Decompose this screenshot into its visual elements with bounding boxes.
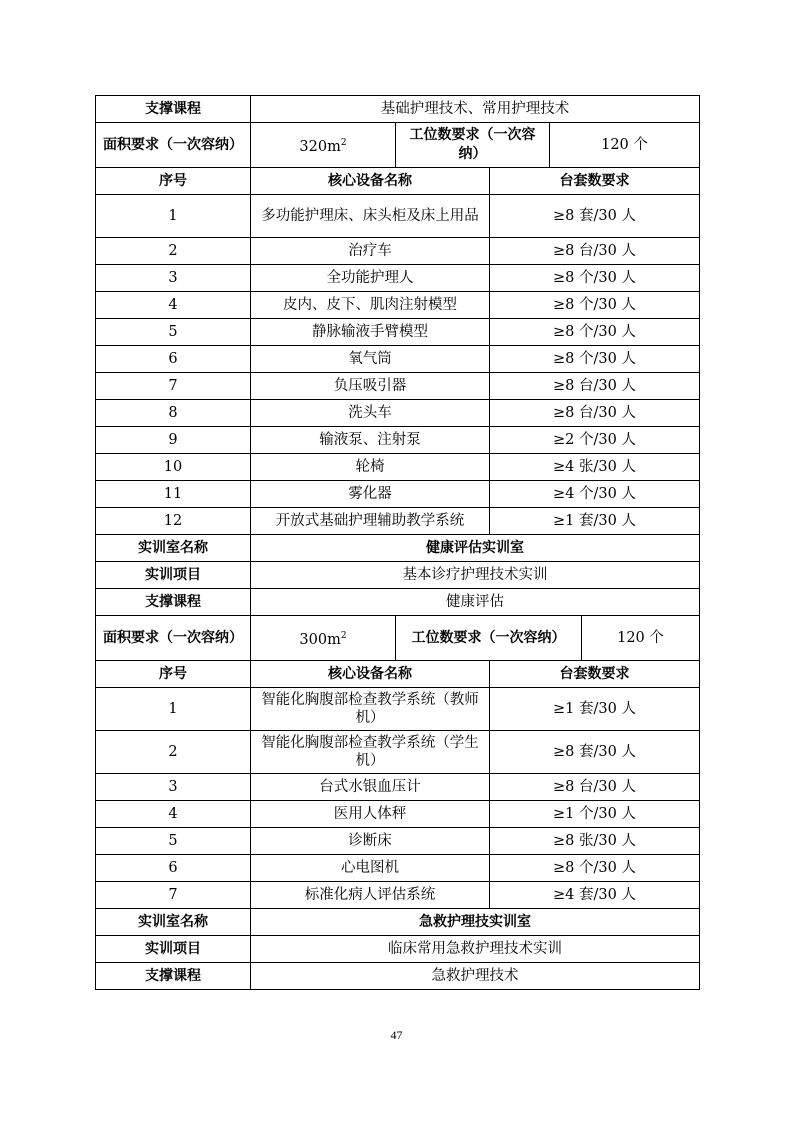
s1-area-label: 面积要求（一次容纳） (96, 123, 251, 168)
s3-project-value: 临床常用急救护理技术实训 (251, 936, 700, 963)
s2-course-value: 健康评估 (251, 589, 700, 616)
s1-header-no: 序号 (96, 168, 251, 195)
row-name: 皮内、皮下、肌肉注射模型 (251, 292, 490, 319)
table-row (96, 855, 700, 882)
row-no: 12 (96, 508, 251, 535)
row-name: 医用人体秤 (251, 801, 490, 828)
s2-stations-cell (396, 616, 700, 661)
table-row (96, 292, 700, 319)
page-number: 47 (390, 1028, 403, 1042)
table-row (96, 508, 700, 535)
s2-header-name: 核心设备名称 (251, 661, 490, 688)
row-qty: ≥8 台/30 人 (490, 373, 700, 400)
s1-header-name: 核心设备名称 (251, 168, 490, 195)
row-qty: ≥4 套/30 人 (490, 882, 700, 909)
row-qty: ≥8 个/30 人 (490, 265, 700, 292)
s1-course-row (96, 96, 700, 123)
row-qty: ≥8 台/30 人 (490, 400, 700, 427)
s1-course-value: 基础护理技术、常用护理技术 (251, 96, 700, 123)
row-name: 治疗车 (251, 238, 490, 265)
s3-room-row (96, 909, 700, 936)
row-no: 7 (96, 882, 251, 909)
row-name: 输液泵、注射泵 (251, 427, 490, 454)
row-no: 11 (96, 481, 251, 508)
row-no: 7 (96, 373, 251, 400)
s3-course-row (96, 963, 700, 990)
table-row (96, 427, 700, 454)
row-name: 标准化病人评估系统 (251, 882, 490, 909)
equipment-table (95, 95, 700, 990)
s3-course-label: 支撑课程 (96, 963, 251, 990)
row-qty: ≥8 张/30 人 (490, 828, 700, 855)
s3-room-label: 实训室名称 (96, 909, 251, 936)
s2-stations-value: 120 个 (617, 630, 664, 646)
s1-header-row (96, 168, 700, 195)
table-row (96, 373, 700, 400)
s2-header-qty: 台套数要求 (490, 661, 700, 688)
row-no: 4 (96, 801, 251, 828)
row-name: 静脉输液手臂模型 (251, 319, 490, 346)
s2-project-value: 基本诊疗护理技术实训 (251, 562, 700, 589)
s1-stations-value: 120 个 (550, 123, 700, 168)
table-row (96, 731, 700, 774)
row-name: 雾化器 (251, 481, 490, 508)
row-qty: ≥1 套/30 人 (490, 508, 700, 535)
row-no: 10 (96, 454, 251, 481)
row-name: 心电图机 (251, 855, 490, 882)
s1-header-qty: 台套数要求 (490, 168, 700, 195)
row-no: 2 (96, 238, 251, 265)
row-name: 诊断床 (251, 828, 490, 855)
row-no: 6 (96, 346, 251, 373)
table-row (96, 688, 700, 731)
row-qty: ≥1 个/30 人 (490, 801, 700, 828)
table-row (96, 265, 700, 292)
row-name: 全功能护理人 (251, 265, 490, 292)
row-no: 1 (96, 195, 251, 238)
s2-stations-label: 工位数要求（一次容纳） (396, 616, 582, 660)
row-qty: ≥4 个/30 人 (490, 481, 700, 508)
row-name: 洗头车 (251, 400, 490, 427)
s1-area-value: $320m^2$ (251, 123, 396, 168)
table-row (96, 400, 700, 427)
s2-project-label: 实训项目 (96, 562, 251, 589)
table-row (96, 882, 700, 909)
table-row (96, 195, 700, 238)
table-row (96, 828, 700, 855)
row-name: 智能化胸腹部检查教学系统（教师机） (251, 688, 490, 731)
s2-room-row (96, 535, 700, 562)
s1-area-row (96, 123, 700, 168)
row-no: 3 (96, 774, 251, 801)
s3-room-value: 急救护理技实训室 (251, 909, 700, 936)
row-qty: ≥8 台/30 人 (490, 774, 700, 801)
row-name: 台式水银血压计 (251, 774, 490, 801)
s2-header-row (96, 661, 700, 688)
row-no: 4 (96, 292, 251, 319)
row-no: 5 (96, 319, 251, 346)
s2-room-label: 实训室名称 (96, 535, 251, 562)
s2-area-value: $300m^2$ (251, 616, 396, 661)
row-no: 3 (96, 265, 251, 292)
row-qty: ≥4 张/30 人 (490, 454, 700, 481)
s2-area-row (96, 616, 700, 661)
row-name: 多功能护理床、床头柜及床上用品 (251, 195, 490, 238)
s3-project-label: 实训项目 (96, 936, 251, 963)
row-no: 6 (96, 855, 251, 882)
row-no: 9 (96, 427, 251, 454)
s2-room-value: 健康评估实训室 (251, 535, 700, 562)
table-row (96, 346, 700, 373)
row-no: 8 (96, 400, 251, 427)
row-no: 1 (96, 688, 251, 731)
row-name: 开放式基础护理辅助教学系统 (251, 508, 490, 535)
row-name: 智能化胸腹部检查教学系统（学生机） (251, 731, 490, 774)
row-qty: ≥8 个/30 人 (490, 346, 700, 373)
row-qty: ≥2 个/30 人 (490, 427, 700, 454)
row-qty: ≥8 个/30 人 (490, 292, 700, 319)
s2-course-label: 支撑课程 (96, 589, 251, 616)
table-row (96, 801, 700, 828)
table-row (96, 481, 700, 508)
s3-project-row (96, 936, 700, 963)
s2-area-label: 面积要求（一次容纳） (96, 616, 251, 661)
row-qty: ≥8 套/30 人 (490, 731, 700, 774)
row-name: 氧气筒 (251, 346, 490, 373)
s2-course-row (96, 589, 700, 616)
row-name: 负压吸引器 (251, 373, 490, 400)
table-row (96, 454, 700, 481)
row-qty: ≥8 台/30 人 (490, 238, 700, 265)
s2-header-no: 序号 (96, 661, 251, 688)
s3-course-value: 急救护理技术 (251, 963, 700, 990)
row-name: 轮椅 (251, 454, 490, 481)
s1-stations-label: 工位数要求（一次容纳） (396, 123, 550, 168)
row-qty: ≥1 套/30 人 (490, 688, 700, 731)
row-qty: ≥8 套/30 人 (490, 195, 700, 238)
s2-project-row (96, 562, 700, 589)
row-qty: ≥8 个/30 人 (490, 319, 700, 346)
table-row (96, 238, 700, 265)
table-row (96, 774, 700, 801)
s1-course-label: 支撑课程 (96, 96, 251, 123)
row-no: 5 (96, 828, 251, 855)
row-qty: ≥8 个/30 人 (490, 855, 700, 882)
row-no: 2 (96, 731, 251, 774)
table-row (96, 319, 700, 346)
